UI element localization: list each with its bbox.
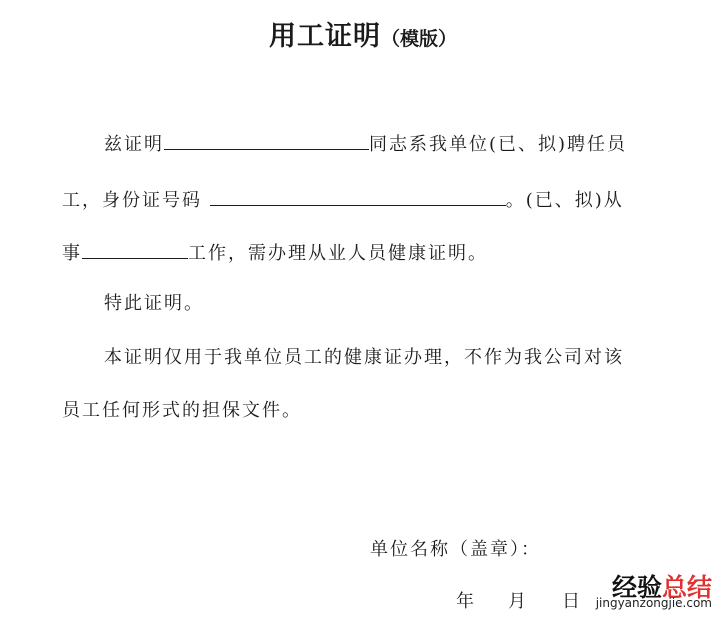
paragraph-line-1: [104, 129, 627, 157]
text-line3-start: 事: [62, 243, 82, 264]
text-line3-end: 工作，需办理从业人员健康证明。: [188, 243, 488, 264]
paragraph-line-3: [62, 238, 488, 266]
paragraph-line-6: 员工任何形式的担保文件。: [62, 400, 302, 421]
watermark-logo: [596, 575, 712, 609]
name-blank: [164, 129, 369, 150]
date-month: 月: [508, 591, 528, 612]
text-line1-start: 兹证明: [104, 134, 164, 155]
watermark-part1: 经验: [611, 573, 662, 602]
paragraph-line-5: 本证明仅用于我单位员工的健康证办理，不作为我公司对该: [104, 347, 624, 368]
paragraph-line-4: 特此证明。: [104, 293, 204, 314]
id-number-blank: [210, 185, 506, 206]
date-day: 日: [562, 591, 582, 612]
paragraph-line-2: [62, 185, 624, 213]
title-subtitle: （模版）: [380, 28, 457, 50]
text-line1-end: 同志系我单位(已、拟)聘任员: [369, 134, 628, 155]
title-main: 用工证明: [268, 21, 381, 52]
text-line2-start: 工，身份证号码: [62, 190, 202, 211]
date-year: 年: [456, 591, 476, 612]
watermark-url: jingyanzongjie.com: [595, 596, 712, 610]
text-line2-end: 。(已、拟)从: [505, 190, 624, 211]
document-title: [0, 14, 726, 53]
watermark-part2: 总结: [661, 573, 712, 602]
job-blank: [82, 238, 188, 259]
unit-name-label: 单位名称（盖章）：: [370, 539, 541, 560]
